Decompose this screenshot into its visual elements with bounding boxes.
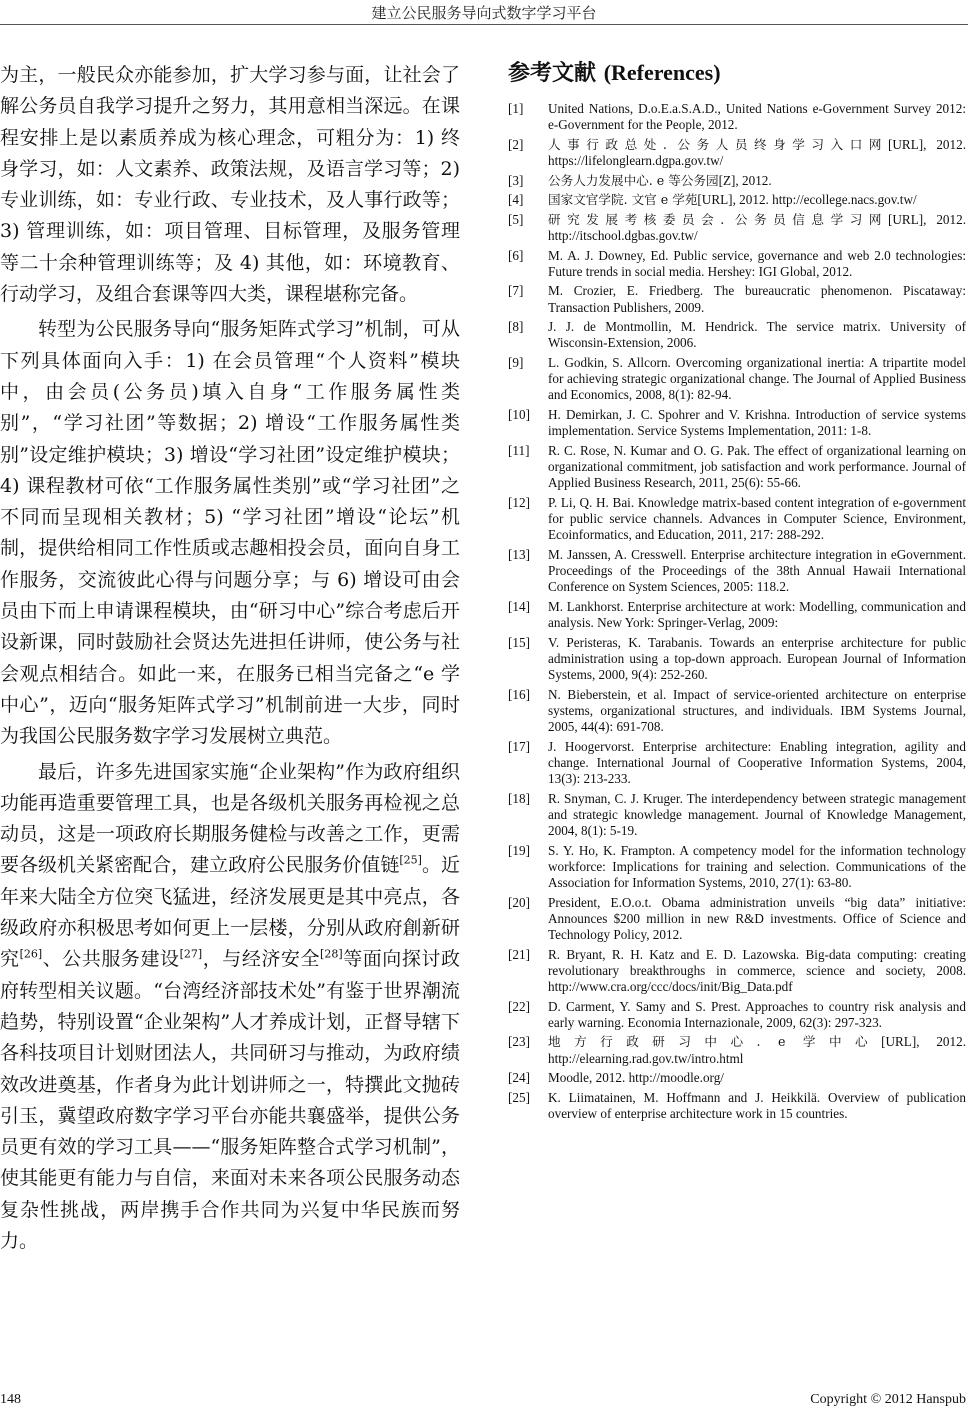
reference-item <box>508 739 966 788</box>
references-title <box>508 56 966 91</box>
reference-text <box>548 1034 966 1066</box>
paragraph-3-text-e: 等面向探讨政府转型相关议题。“台湾经济部技术处”有鉴于世界潮流趋势，特别设置“企业架构”人才养成计划，正督导辖下各科技项目计划财团法人，共同研习与推动，为政府绩效改进奠基，作者身为此计划讲师之一，特撰此文抛砖引玉，冀望政府数字学习平台亦能共襄盛举，提供公务员更有效的学习工具——“服务矩阵整合式学习机制”，使其能更有能力与自信，来面对未来各项公民服务动态复杂性挑战，两岸携手合作共同为兴复中华民族而努力。 <box>0 948 460 1252</box>
reference-text <box>548 173 966 189</box>
paragraph-3-text-d: ，与经济安全 <box>202 948 321 971</box>
body-left-column <box>0 60 460 1257</box>
reference-text-body: J. J. de Montmollin, M. Hendrick. The service matrix. University of Wisconsin-Extension, 2006. <box>548 319 966 351</box>
reference-number: [14] <box>508 598 530 614</box>
citation-25: [25] <box>399 854 422 868</box>
reference-text-body: P. Li, Q. H. Bai. Knowledge matrix-based content integration of e-government for public service channels. Advances in Computer Science, Environment, Ecoinformatics, and Education, 2011, 217: 288-292. <box>548 494 966 543</box>
reference-text-body: [URL], 2012. https://lifelonglearn.dgpa.gov.tw/ <box>548 136 966 168</box>
reference-number: [18] <box>508 790 530 806</box>
reference-text <box>548 599 966 631</box>
reference-text <box>548 192 966 208</box>
reference-text-body: S. Y. Ho, K. Frampton. A competency model for the information technology workforce: Implications for training and selection. Communications of the Association for Information Systems, 2010, 27(1): 63-80. <box>548 842 966 890</box>
reference-number: [2] <box>508 136 524 152</box>
reference-text-body: [URL], 2012. http://ecollege.nacs.gov.tw/ <box>697 192 917 208</box>
paragraph-3-text-a: 最后，许多先进国家实施“企业架构”作为政府组织功能再造重要管理工具，也是各级机关服务再检视之总动员，这是一项政府长期服务健检与改善之工作，更需要各级机关紧密配合，建立政府公民服务价值链 <box>0 760 460 877</box>
reference-item <box>508 495 966 544</box>
reference-text-body: M. Lankhorst. Enterprise architecture at work: Modelling, communication and analysis. New York: Springer-Verlag, 2009: <box>548 598 966 630</box>
reference-text-body: R. Snyman, C. J. Kruger. The interdependency between strategic management and strategic knowledge management. Journal of Knowledge Management, 2004, 8(1): 5-19. <box>548 790 966 838</box>
reference-number: [21] <box>508 946 530 962</box>
reference-item <box>508 1090 966 1122</box>
reference-number: [11] <box>508 442 530 458</box>
reference-number: [13] <box>508 546 530 562</box>
reference-text <box>548 407 966 439</box>
reference-text-body: M. Janssen, A. Cresswell. Enterprise architecture integration in eGovernment. Proceedings of the Proceedings of the 38th Annual Hawaii International Conference on System Sciences, 2005: 118.2. <box>548 546 966 595</box>
reference-item <box>508 192 966 208</box>
paragraph-2: 转型为公民服务导向“服务矩阵式学习”机制，可从下列具体面向入手：1) 在会员管理“个人资料”模块中，由会员(公务员)填入自身“工作服务属性类别”，“学习社团”等数据；2) 增设“工作服务属性类别”设定维护模块；3) 增设“学习社团”设定维护模块；4) 课程教材可依“工作服务属性类别”或“学习社团”之不同而呈现相关教材；5) “学习社团”增设“论坛”机制，提供给相同工作性质或志趣相投会员，面向自身工作服务，交流彼此心得与问题分享；与 6) 增设可由会员由下而上申请课程模块，由“研习中心”综合考虑后开设新课，同时鼓励社会贤达先进担任讲师，使公务与社会观点相结合。如此一来，在服务已相当完备之“e 学中心”，迈向“服务矩阵式学习”机制前进一大步，同时为我国公民服务数字学习发展树立典范。 <box>0 318 460 748</box>
header-rule <box>0 24 968 25</box>
reference-text <box>548 495 966 544</box>
references-title-zh: 参考文献 <box>508 61 597 86</box>
reference-number: [6] <box>508 247 524 263</box>
reference-text <box>548 1070 966 1086</box>
reference-item <box>508 443 966 492</box>
reference-text <box>548 101 966 133</box>
reference-number: [23] <box>508 1034 530 1050</box>
reference-item <box>508 355 966 404</box>
reference-item <box>508 599 966 631</box>
reference-item <box>508 137 966 169</box>
reference-item <box>508 1070 966 1086</box>
reference-text-body: President, E.O.o.t. Obama administration unveils “big data” initiative: Announces $200 million in new R&D investments. Office of Science and Technology Policy, 2012. <box>548 894 966 942</box>
page-number: 148 <box>0 1392 21 1407</box>
reference-text-body: M. Crozier, E. Friedberg. The bureaucratic phenomenon. Piscataway: Transaction Publishers, 2009. <box>548 283 966 315</box>
reference-item <box>508 173 966 189</box>
reference-text-zh: 人事行政总处. 公务人员终身学习入口网 <box>548 136 889 152</box>
reference-text <box>548 843 966 892</box>
reference-text <box>548 739 966 788</box>
reference-text-body: [URL], 2012. http://itschool.dgbas.gov.tw/ <box>548 211 966 243</box>
reference-item <box>508 101 966 133</box>
reference-number: [4] <box>508 192 524 208</box>
reference-text-zh: 国家文官学院. 文官 e 学苑 <box>548 192 698 208</box>
reference-text <box>548 319 966 351</box>
reference-text <box>548 443 966 492</box>
reference-number: [8] <box>508 319 524 335</box>
reference-number: [9] <box>508 354 524 370</box>
reference-text <box>548 791 966 840</box>
reference-item <box>508 1034 966 1066</box>
reference-text-body: H. Demirkan, J. C. Spohrer and V. Krishna. Introduction of service systems implementation. Service Systems Implementation, 2011: 1-8. <box>548 406 966 439</box>
reference-number: [5] <box>508 211 524 227</box>
reference-number: [16] <box>508 686 530 702</box>
reference-number: [20] <box>508 894 530 910</box>
reference-text <box>548 999 966 1031</box>
reference-number: [22] <box>508 998 530 1014</box>
reference-item <box>508 635 966 684</box>
reference-item <box>508 319 966 351</box>
reference-item <box>508 687 966 736</box>
paragraph-3-text-b: 。近年来大陆全方位突飞猛进，经济发展更是其中亮点，各级政府亦积极思考如何更上一层楼，分别从政府創新研究 <box>0 854 460 971</box>
reference-number: [15] <box>508 634 530 650</box>
reference-item <box>508 283 966 315</box>
reference-text-body: N. Bieberstein, et al. Impact of service-oriented architecture on enterprise systems, organizational structures, and individuals. IBM Systems Journal, 2005, 44(4): 691-708. <box>548 686 966 734</box>
reference-text <box>548 1090 966 1122</box>
citation-26: [26] <box>19 947 43 961</box>
reference-text <box>548 895 966 944</box>
reference-text <box>548 635 966 684</box>
reference-text <box>548 687 966 736</box>
reference-number: [25] <box>508 1089 530 1105</box>
reference-text <box>548 283 966 315</box>
reference-text-body: R. Bryant, R. H. Katz and E. D. Lazowska. Big-data computing: creating revolutionary breakthroughs in commerce, science and society, 2008. http://www.cra.org/ccc/docs/init/Big_Data.pdf <box>548 946 966 994</box>
citation-28: [28] <box>320 947 343 961</box>
citation-27: [27] <box>179 947 203 961</box>
reference-text <box>548 248 966 280</box>
reference-item <box>508 547 966 596</box>
reference-text-body: D. Carment, Y. Samy and S. Prest. Approaches to country risk analysis and early warning. Economia Internazionale, 2009, 62(3): 297-323. <box>548 998 966 1030</box>
reference-text-body: United Nations, D.o.E.a.S.A.D., United Nations e-Government Survey 2012: e-Government for the People, 2012. <box>548 101 966 133</box>
reference-text-body: L. Godkin, S. Allcorn. Overcoming organizational inertia: A tripartite model for achieving strategic organizational change. The Journal of Applied Business and Economics, 2008, 8(1): 82-94. <box>548 354 966 403</box>
reference-number: [3] <box>508 172 524 188</box>
reference-text-body: V. Peristeras, K. Tarabanis. Towards an enterprise architecture for public administration using a top-down approach. European Journal of Information Systems, 2000, 9(4): 252-260. <box>548 634 966 682</box>
reference-text-body: [URL], 2012. http://elearning.rad.gov.tw/intro.html <box>548 1034 966 1066</box>
references-title-en: (References) <box>603 60 721 85</box>
reference-number: [12] <box>508 494 530 510</box>
reference-text-body: [Z], 2012. <box>718 172 772 188</box>
reference-number: [24] <box>508 1070 530 1086</box>
reference-text <box>548 547 966 596</box>
reference-text-zh: 地方行政研习中心. e 学中心 <box>548 1034 882 1050</box>
reference-number: [7] <box>508 283 524 299</box>
paragraph-3 <box>0 757 460 1258</box>
references-section <box>508 56 966 1126</box>
reference-text-body: M. A. J. Downey, Ed. Public service, governance and web 2.0 technologies: Future trends in social media. Hershey: IGI Global, 2012. <box>548 247 966 279</box>
reference-text <box>548 212 966 244</box>
reference-item <box>508 895 966 944</box>
reference-number: [10] <box>508 406 530 422</box>
reference-text-body: Moodle, 2012. http://moodle.org/ <box>548 1070 724 1086</box>
reference-text <box>548 137 966 169</box>
reference-text-body: R. C. Rose, N. Kumar and O. G. Pak. The effect of organizational learning on organizational commitment, job satisfaction and work performance. Journal of Applied Business Research, 2011, 25(6): 55-66. <box>548 442 966 491</box>
reference-text-zh: 研究发展考核委员会. 公务员信息学习网 <box>548 211 889 227</box>
reference-item <box>508 947 966 996</box>
running-head: 建立公民服务导向式数字学习平台 <box>371 4 597 22</box>
reference-item <box>508 791 966 840</box>
reference-number: [1] <box>508 101 524 116</box>
paragraph-1: 为主，一般民众亦能参加，扩大学习参与面，让社会了解公务员自我学习提升之努力，其用意相当深远。在课程安排上是以素质养成为核心理念，可粗分为：1) 终身学习，如：人文素养、政策法规，及语言学习等；2) 专业训练，如：专业行政、专业技术，及人事行政等；3) 管理训练，如：项目管理、目标管理，及服务管理等二十余种管理训练等；及 4) 其他，如：环境教育、行动学习，及组合套课等四大类，课程堪称完备。 <box>0 64 460 306</box>
reference-item <box>508 999 966 1031</box>
reference-text-body: K. Liimatainen, M. Hoffmann and J. Heikkilä. Overview of publication overview of enterprise architecture work in 15 countries. <box>548 1089 966 1121</box>
copyright-notice: Copyright © 2012 Hanspub <box>810 1392 966 1407</box>
reference-text-body: J. Hoogervorst. Enterprise architecture: Enabling integration, agility and change. International Journal of Cooperative Information Systems, 2004, 13(3): 213-233. <box>548 738 966 786</box>
reference-list <box>508 101 966 1122</box>
reference-text <box>548 355 966 404</box>
paragraph-3-text-c: 、公共服务建设 <box>42 948 180 971</box>
reference-item <box>508 212 966 244</box>
reference-number: [17] <box>508 738 530 754</box>
reference-text <box>548 947 966 996</box>
reference-text-zh: 公务人力发展中心. e 等公务园 <box>548 172 719 188</box>
reference-item <box>508 843 966 892</box>
reference-number: [19] <box>508 842 530 858</box>
reference-item <box>508 248 966 280</box>
reference-item <box>508 407 966 439</box>
